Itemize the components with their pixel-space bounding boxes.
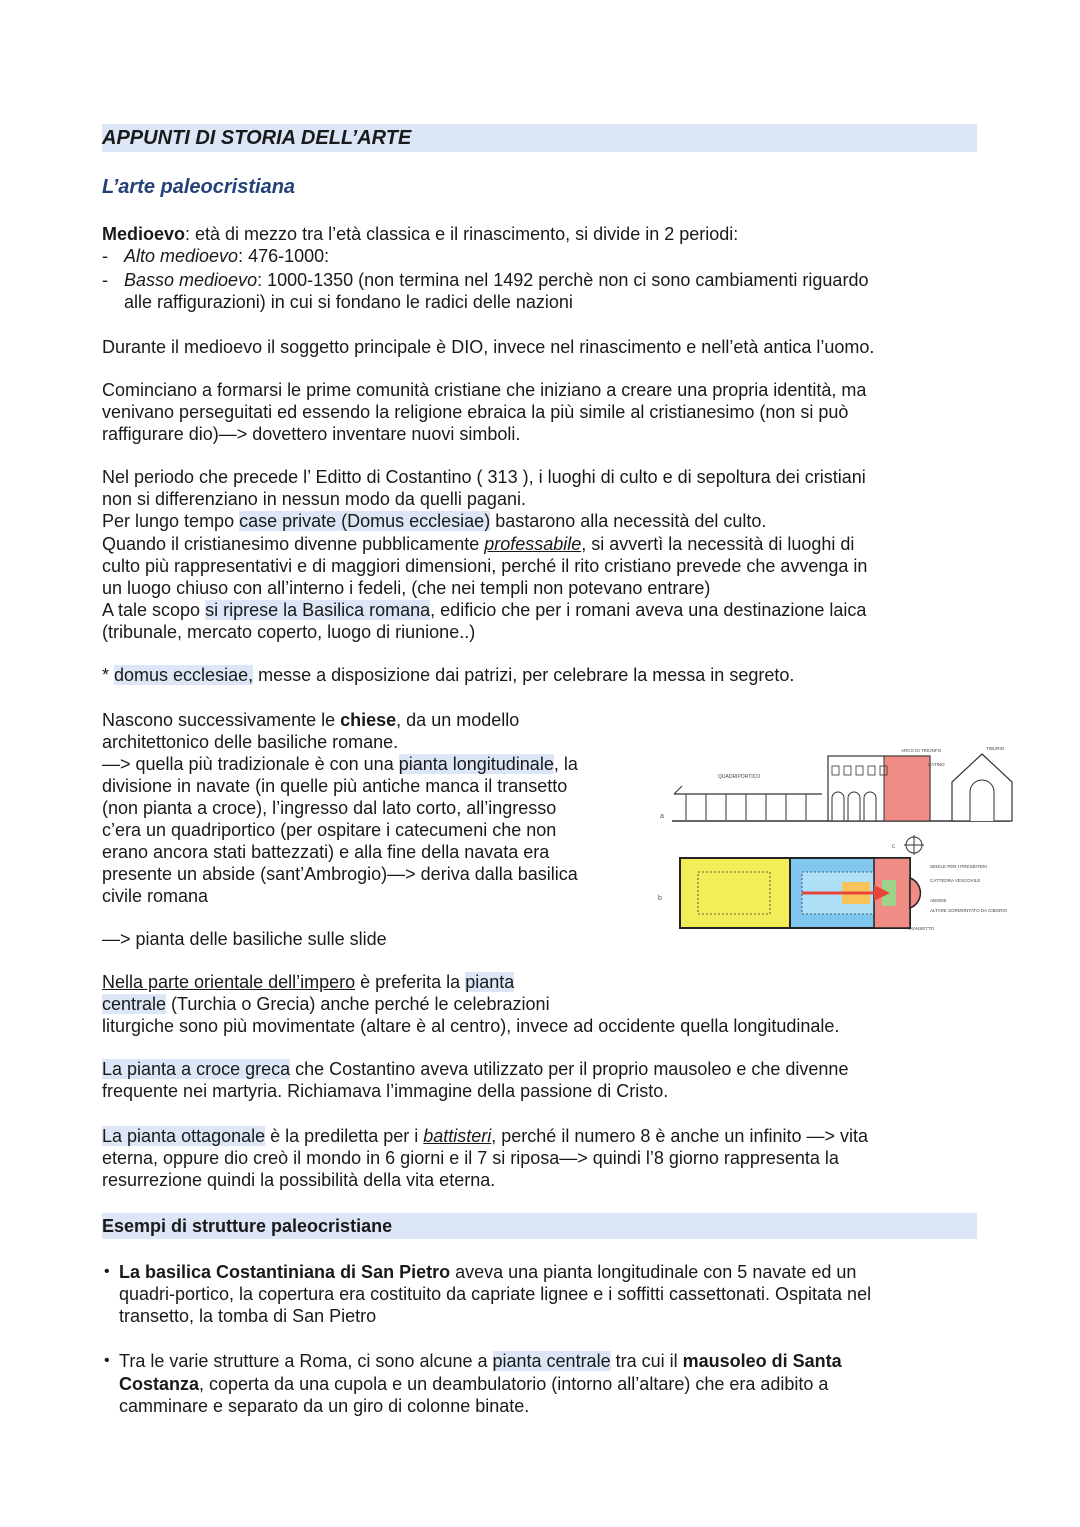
text: , si avvertì la necessità di luoghi di <box>581 534 855 554</box>
paragraph-editto-4 <box>102 534 854 556</box>
bold-term: La basilica Costantiniana di San Pietro <box>119 1262 451 1282</box>
text: è la prediletta per i <box>265 1126 424 1146</box>
highlight: pianta longitudinale <box>398 754 554 774</box>
paragraph-dio: Durante il medioevo il soggetto principale è DIO, invece nel rinascimento e nell’età antica l’uomo. <box>102 337 875 357</box>
text: Nascono successivamente le <box>102 710 341 730</box>
text: Tra le varie strutture a Roma, ci sono alcune a <box>119 1351 493 1371</box>
apse-plan <box>910 878 920 908</box>
term-medioevo: Medioevo <box>102 224 186 244</box>
text: A tale scopo <box>102 600 206 620</box>
label-b: b <box>658 895 662 902</box>
text: : età di mezzo tra l’età classica e il rinascimento, si divide in 2 periodi: <box>185 224 739 244</box>
portico-columns <box>686 794 806 820</box>
paragraph-ottagonale-2: eterna, oppure dio creò il mondo in 6 giorni e il 7 si riposa—> quindi l’8 giorno rappresenta la <box>102 1148 839 1168</box>
text: messe a disposizione dai patrizi, per celebrare la messa in segreto. <box>253 665 795 685</box>
label-arco: ARCO DI TRIONFO <box>901 748 942 753</box>
cross-section-arch <box>970 780 994 821</box>
example-santa-costanza-2 <box>119 1374 828 1396</box>
text: : 1000-1350 (non termina nel 1492 perchè non ci sono cambiamenti riguardo <box>257 270 869 290</box>
label-sedile: SEDILE PER I PRESBITERI <box>930 864 988 869</box>
paragraph-chiese-8: presente un abside (sant’Ambrogio)—> deriva dalla basilica <box>102 864 578 884</box>
label-catino: CATINO <box>928 762 945 767</box>
list-item-basso <box>124 270 868 292</box>
highlight: centrale <box>102 994 167 1014</box>
paragraph-croce-2: frequente nei martyria. Richiamava l’immagine della passione di Cristo. <box>102 1081 669 1101</box>
paragraph-comunita-3: raffigurare dio)—> dovettero inventare nuovi simboli. <box>102 424 521 444</box>
paragraph-ottagonale-1 <box>102 1126 868 1148</box>
label-tiburio: TIBURIO <box>986 746 1005 751</box>
term-basso: Basso medioevo <box>124 270 258 290</box>
paragraph-chiese-1 <box>102 710 519 732</box>
label-quadriportico: QUADRIPORTICO <box>718 774 761 780</box>
highlight: La pianta a croce greca <box>102 1059 291 1079</box>
bullet-marker: • <box>104 1263 110 1280</box>
example-santa-costanza-3: camminare e separato da un giro di colonne binate. <box>119 1396 530 1416</box>
paragraph-domus <box>102 665 794 687</box>
label-abside: ABSIDE <box>930 898 947 903</box>
paragraph-chiese-7: erano ancora stati battezzati) e alla fine della navata era <box>102 842 550 862</box>
text: , edificio che per i romani aveva una destinazione laica <box>430 600 867 620</box>
paragraph-comunita-1: Cominciano a formarsi le prime comunità cristiane che iniziano a creare una propria identità, ma <box>102 380 867 400</box>
highlight: pianta <box>465 972 515 992</box>
paragraph-editto-5: culto più rappresentativi e di maggiori dimensioni, perché il rito cristiano prevede che avvenga in <box>102 556 868 576</box>
list-item-alto <box>124 246 329 268</box>
text: aveva una pianta longitudinale con 5 navate ed un <box>450 1262 857 1282</box>
label-transetto: TRANSETTO <box>907 926 935 931</box>
example-san-pietro-2: quadri-portico, la copertura era costituito da capriate lignee e i soffitti cassettonati. Ospitata nel <box>119 1284 872 1304</box>
text: , la <box>553 754 578 774</box>
transept-elevation <box>884 756 930 821</box>
underlined-term: battisteri <box>423 1126 492 1146</box>
paragraph-editto-2: non si differenziano in nessun modo da quelli pagani. <box>102 489 526 509</box>
title-bar <box>102 124 977 152</box>
label-c: c <box>892 844 895 850</box>
portico-roof-slope <box>674 786 682 794</box>
text: , coperta da una cupola e un deambulatorio (intorno all’altare) che era adibito a <box>199 1374 829 1394</box>
text: : 476-1000: <box>238 246 330 266</box>
paragraph-centrale-3: liturgiche sono più movimentate (altare è al centro), invece ad occidente quella longitudinale. <box>102 1016 840 1036</box>
paragraph-ottagonale-3: resurrezione quindi la possibilità della vita eterna. <box>102 1170 496 1190</box>
text: —> quella più tradizionale è con una <box>102 754 399 774</box>
highlight: case private (Domus ecclesiae) <box>239 511 491 531</box>
dash-marker: - <box>102 246 108 266</box>
paragraph-chiese-6: c’era un quadriportico (per ospitare i catecumeni che non <box>102 820 557 840</box>
list-item-basso-cont: alle raffigurazioni) in cui si fondano le radici delle nazioni <box>124 292 573 312</box>
text: Per lungo tempo <box>102 511 240 531</box>
section-subtitle: L’arte paleocristiana <box>102 176 296 198</box>
paragraph-editto-1: Nel periodo che precede l’ Editto di Costantino ( 313 ), i luoghi di culto e di sepoltura dei cristiani <box>102 467 866 487</box>
highlight: La pianta ottagonale <box>102 1126 266 1146</box>
underlined-term: professabile <box>484 534 582 554</box>
underlined-phrase: Nella parte orientale dell’impero <box>102 972 356 992</box>
term-alto: Alto medioevo <box>124 246 239 266</box>
section-header: Esempi di strutture paleocristiane <box>102 1216 393 1236</box>
label-altare: ALTARE SORMONTATO DA CIBORIO <box>930 908 1008 913</box>
text: (Turchia o Grecia) anche perché le celebrazioni <box>166 994 550 1014</box>
paragraph-centrale-1 <box>102 972 514 994</box>
label-cattedra: CATTEDRA VESCOVILE <box>930 878 981 883</box>
paragraph-chiese-4: divisione in navate (in quelle più antiche manca il transetto <box>102 776 568 796</box>
paragraph-centrale-2 <box>102 994 550 1016</box>
dash-marker: - <box>102 270 108 290</box>
text: * <box>102 665 115 685</box>
paragraph-editto-6: un luogo chiuso con all’interno i fedeli, (che nei templi non potevano entrare) <box>102 578 711 598</box>
paragraph-chiese-2: architettonico delle basiliche romane. <box>102 732 399 752</box>
text: che Costantino aveva utilizzato per il proprio mausoleo e che divenne <box>290 1059 849 1079</box>
highlight: si riprese la Basilica romana <box>205 600 431 620</box>
example-santa-costanza-1 <box>119 1351 842 1373</box>
text: , perché il numero 8 è anche un infinito —> vita <box>491 1126 868 1146</box>
text: tra cui il <box>610 1351 683 1371</box>
document-title: APPUNTI DI STORIA DELL’ARTE <box>102 127 412 149</box>
basilica-diagram <box>652 740 1017 968</box>
paragraph-medioevo <box>102 224 738 246</box>
text: Quando il cristianesimo divenne pubblicamente <box>102 534 485 554</box>
term-chiese: chiese <box>340 710 397 730</box>
paragraph-chiese-5: (non pianta a croce), l’ingresso dal lato corto, all’ingresso <box>102 798 557 818</box>
bullet-marker: • <box>104 1352 110 1369</box>
example-san-pietro-1 <box>119 1262 856 1284</box>
paragraph-croce-1 <box>102 1059 848 1081</box>
label-a: a <box>660 813 664 820</box>
text: , da un modello <box>396 710 520 730</box>
atrium-plan <box>680 858 790 928</box>
section-header-bar <box>102 1213 977 1239</box>
text: è preferita la <box>355 972 466 992</box>
paragraph-editto-8: (tribunale, mercato coperto, luogo di riunione..) <box>102 622 476 642</box>
highlight: pianta centrale <box>492 1351 611 1371</box>
paragraph-chiese-3 <box>102 754 578 776</box>
text: bastarono alla necessità del culto. <box>490 511 767 531</box>
bold-term: mausoleo di Santa <box>682 1351 842 1371</box>
bold-term: Costanza <box>119 1374 200 1394</box>
paragraph-chiese-10: —> pianta delle basiliche sulle slide <box>102 929 387 949</box>
paragraph-editto-3 <box>102 511 766 533</box>
paragraph-comunita-2: venivano perseguitati ed essendo la religione ebraica la più simile al cristianesimo (non si può <box>102 402 849 422</box>
example-san-pietro-3: transetto, la tomba di San Pietro <box>119 1306 377 1326</box>
highlight: domus ecclesiae, <box>114 665 254 685</box>
paragraph-chiese-9: civile romana <box>102 886 209 906</box>
paragraph-editto-7 <box>102 600 866 622</box>
